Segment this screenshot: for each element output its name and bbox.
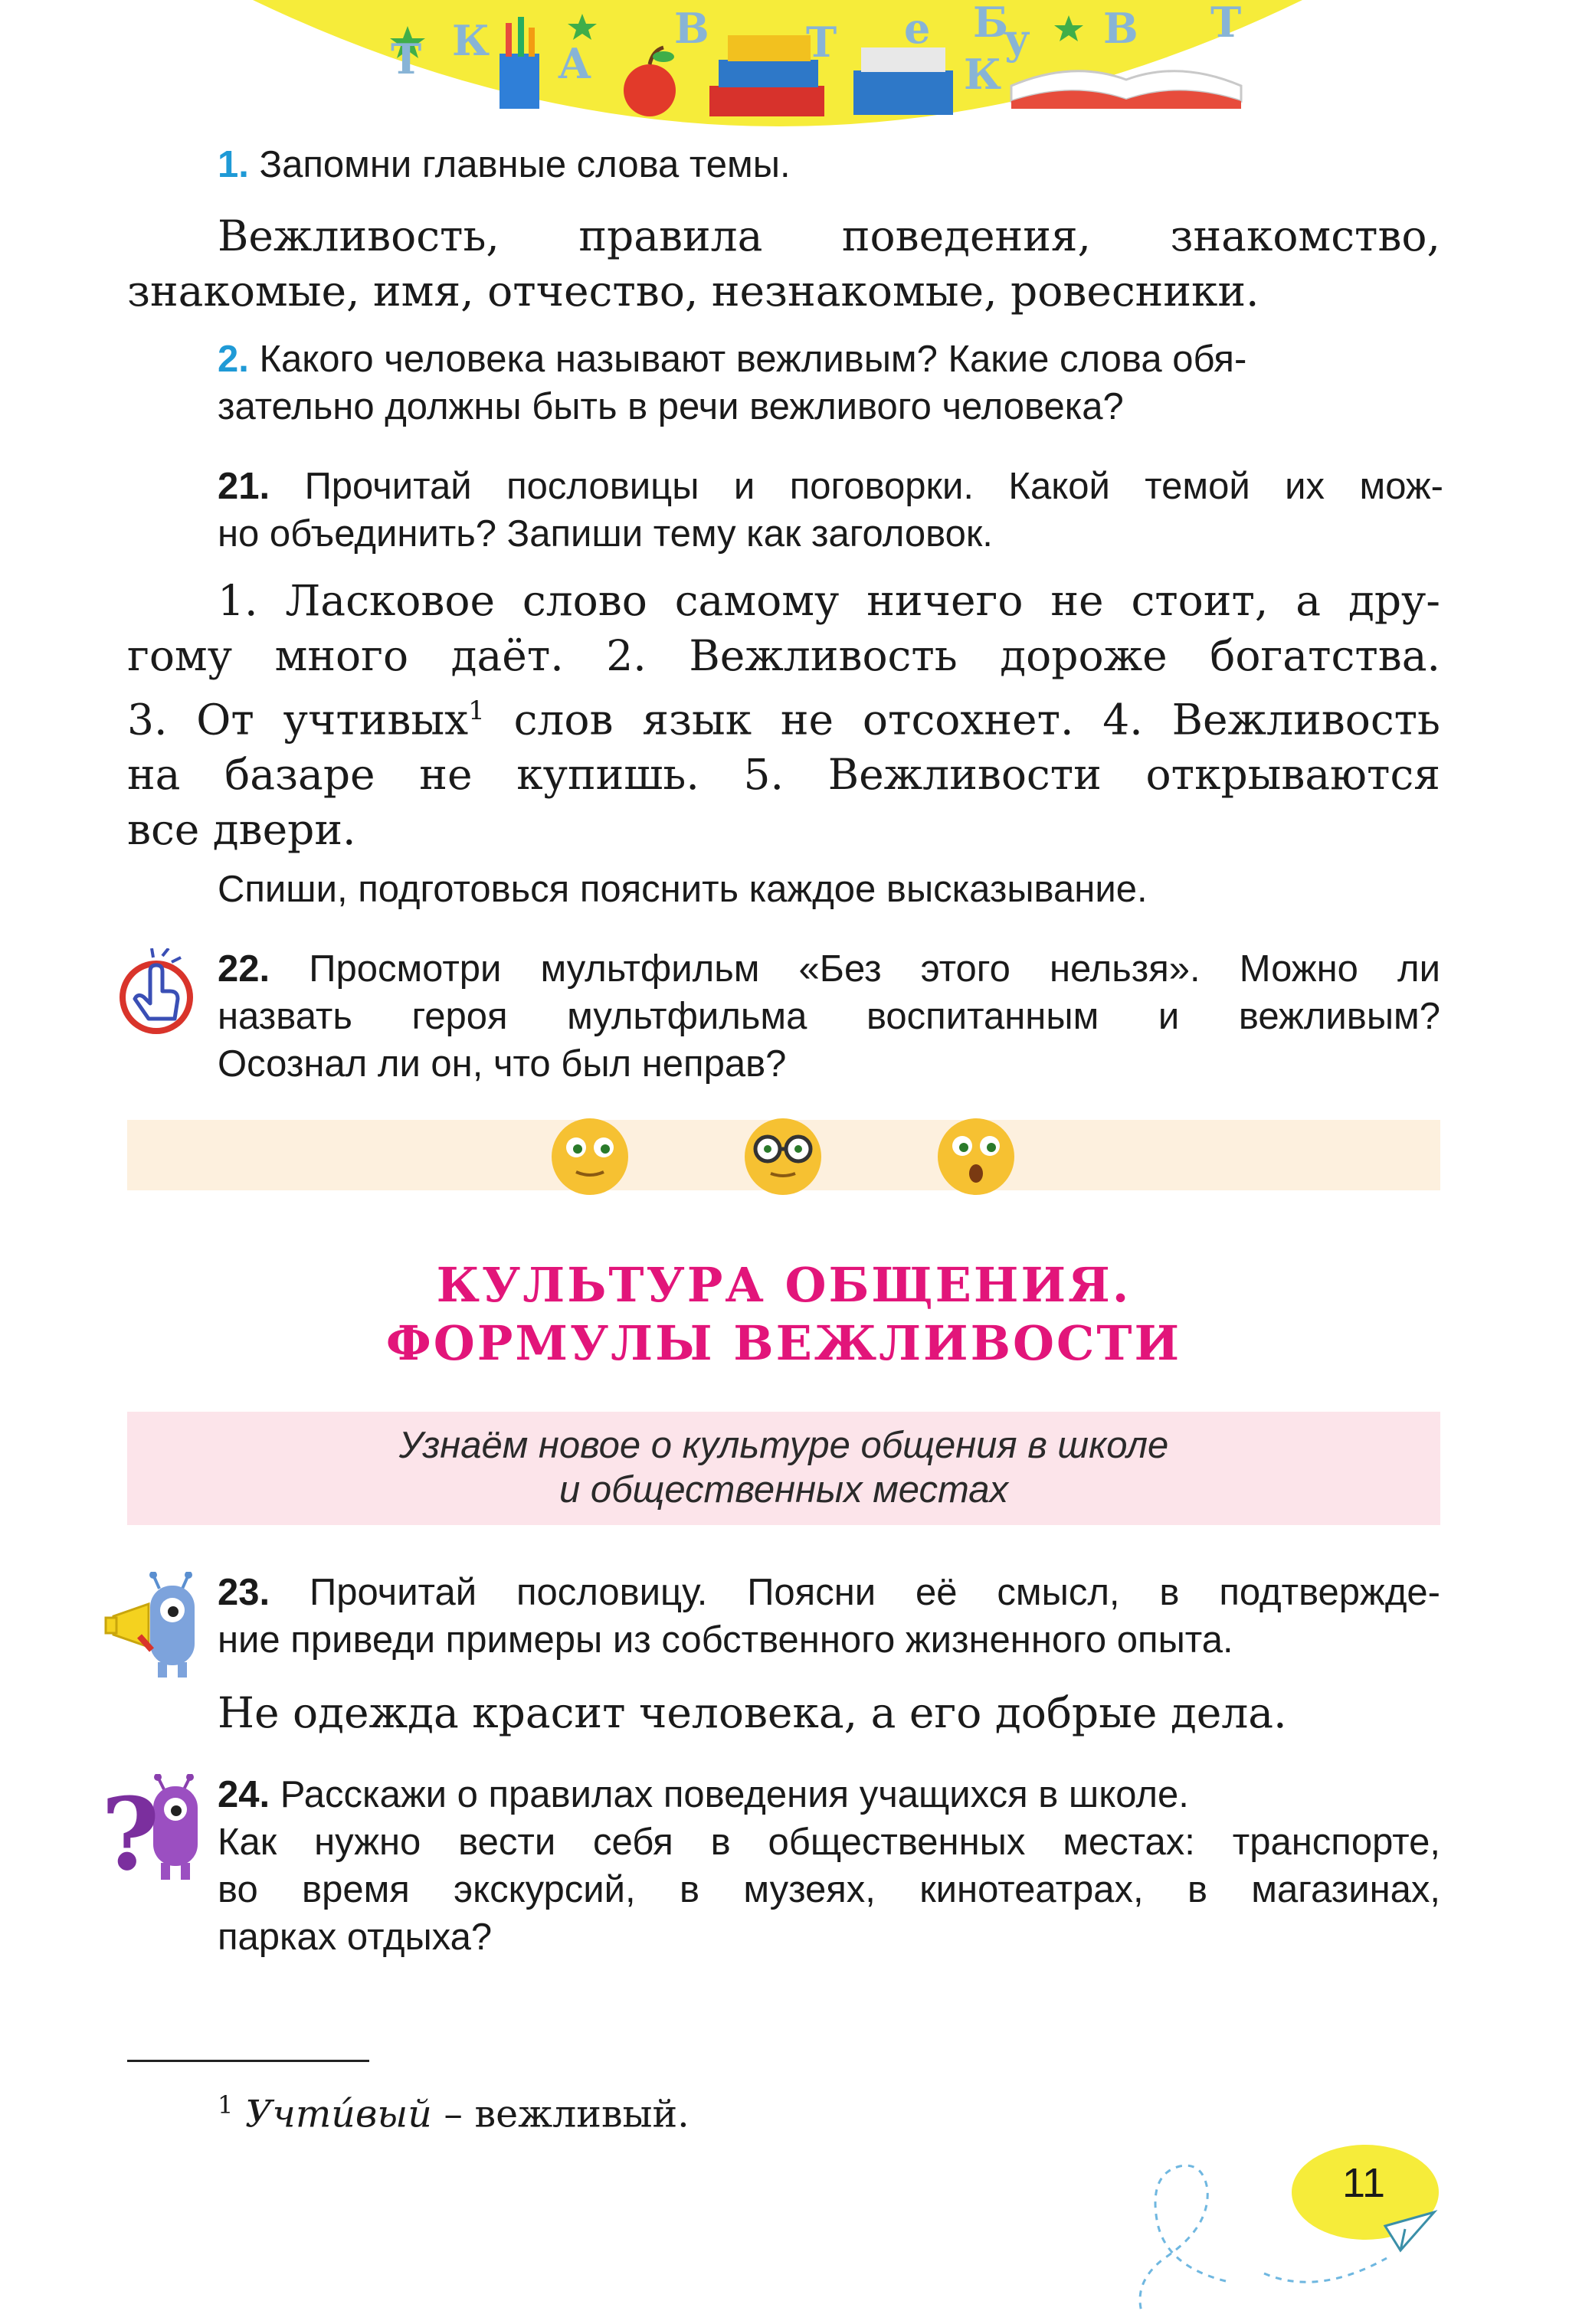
emoji-row — [536, 1112, 1042, 1201]
megaphone-monster-icon — [103, 1572, 215, 1679]
section-title-line: КУЛЬТУРА ОБЩЕНИЯ. — [436, 1257, 1132, 1313]
apple-icon — [624, 64, 676, 116]
exercise-text: Осознал ли он, что был неправ? — [218, 1043, 787, 1085]
proverbs — [127, 573, 1440, 857]
decor-letter: Т — [1210, 0, 1242, 47]
exercise-text: парках отдыха? — [218, 1916, 493, 1958]
open-book-icon — [1011, 71, 1241, 109]
exercise-text: Расскажи о правилах поведения учащихся в школе. — [280, 1774, 1189, 1815]
keywords-line: знакомые, имя, отчество, незнакомые, ровесники. — [127, 267, 1259, 316]
task-text: Какого человека называют вежливым? Какие слова обя- — [259, 339, 1247, 380]
exercise-text: во время экскурсий, в музеях, кинотеатрах, в магазинах, — [218, 1869, 1440, 1910]
footnote-definition: – вежливый. — [431, 2092, 690, 2136]
shocked-face-icon — [938, 1118, 1014, 1195]
proverb-line: все двери. — [127, 805, 356, 855]
exercise-text: Прочитай пословицы и поговорки. Какой темой их мож- — [304, 466, 1443, 507]
section-subtitle — [127, 1423, 1440, 1512]
glasses-face-icon — [745, 1118, 821, 1195]
decor-letter: В — [1103, 4, 1138, 53]
keywords-line: Вежливость, правила поведения, знакомство, — [218, 211, 1440, 260]
exercise-text: назвать героя мультфильма воспитанным и вежливым? — [218, 996, 1440, 1037]
proverb-line: 1. Ласковое слово самому ничего не стоит, а дру- — [218, 576, 1440, 625]
exercise-22 — [218, 945, 1440, 1088]
task-number: 2. — [218, 339, 249, 380]
footnote-mark: 1 — [468, 696, 485, 726]
section-title-line: ФОРМУЛЫ ВЕЖЛИВОСТИ — [385, 1315, 1182, 1371]
section-subtitle-line: Узнаём новое о культуре общения в школе — [398, 1425, 1169, 1466]
header-decoration — [0, 0, 1569, 153]
exercise-number: 22. — [218, 948, 270, 990]
decor-letter: К — [452, 16, 490, 65]
surprised-face-icon — [552, 1118, 628, 1195]
exercise-text: Как нужно вести себя в общественных местах: транспорте, — [218, 1822, 1440, 1863]
exercise-23 — [218, 1569, 1440, 1664]
decor-letter: Т — [806, 18, 837, 67]
section-title — [127, 1256, 1440, 1373]
exercise-text: Просмотри мультфильм «Без этого нельзя». Можно ли — [309, 948, 1440, 990]
decor-letter: Б — [973, 0, 1009, 47]
decor-letter: е — [904, 4, 931, 53]
pencil-cup-icon — [500, 54, 539, 109]
proverb-line: слов язык не отсохнет. 4. Вежливость — [484, 695, 1440, 745]
keywords — [127, 208, 1440, 319]
exercise-21 — [218, 463, 1443, 558]
footnote-term: Учти́вый — [244, 2092, 432, 2136]
decor-letter: у — [1004, 15, 1030, 64]
task-text: Запомни главные слова темы. — [259, 144, 791, 185]
decor-letter: К — [964, 50, 1002, 99]
section-subtitle-line: и общественных местах — [558, 1469, 1009, 1511]
decor-letter: А — [558, 39, 591, 88]
task-number: 1. — [218, 144, 249, 185]
proverb-line: на базаре не купишь. 5. Вежливости открываются — [127, 750, 1440, 800]
footnote-rule — [127, 2060, 369, 2062]
svg-text:?: ? — [101, 1776, 160, 1881]
exercise-text: Прочитай пословицу. Поясни её смысл, в подтвержде- — [310, 1572, 1440, 1613]
exercise-number: 21. — [218, 466, 270, 507]
page-number: 11 — [1341, 2160, 1386, 2206]
decor-letter: В — [674, 4, 709, 53]
exercise-text: но объединить? Запиши тему как заголовок. — [218, 513, 993, 555]
footnote — [218, 2082, 1290, 2137]
click-hand-icon — [115, 948, 204, 1037]
footnote-number: 1 — [218, 2090, 234, 2119]
task-text: зательно должны быть в речи вежливого человека? — [218, 386, 1124, 427]
decor-letter: Т — [391, 34, 422, 83]
exercise-text: ние приведи примеры из собственного жизненного опыта. — [218, 1619, 1233, 1661]
exercise-number: 23. — [218, 1572, 270, 1613]
exercise-23-proverb: Не одежда красит человека, а его добрые дела. — [218, 1688, 1287, 1737]
task-2 — [218, 336, 1443, 430]
exercise-number: 24. — [218, 1774, 270, 1815]
question-monster-icon — [98, 1774, 213, 1881]
proverb-line: 3. От учтивых — [127, 695, 469, 745]
exercise-21-instruction: Спиши, подготовься пояснить каждое высказывание. — [218, 869, 1148, 910]
task-1 — [218, 141, 1443, 188]
exercise-24 — [218, 1771, 1440, 1961]
proverb-line: гому много даёт. 2. Вежливость дороже богатства. — [127, 631, 1440, 680]
